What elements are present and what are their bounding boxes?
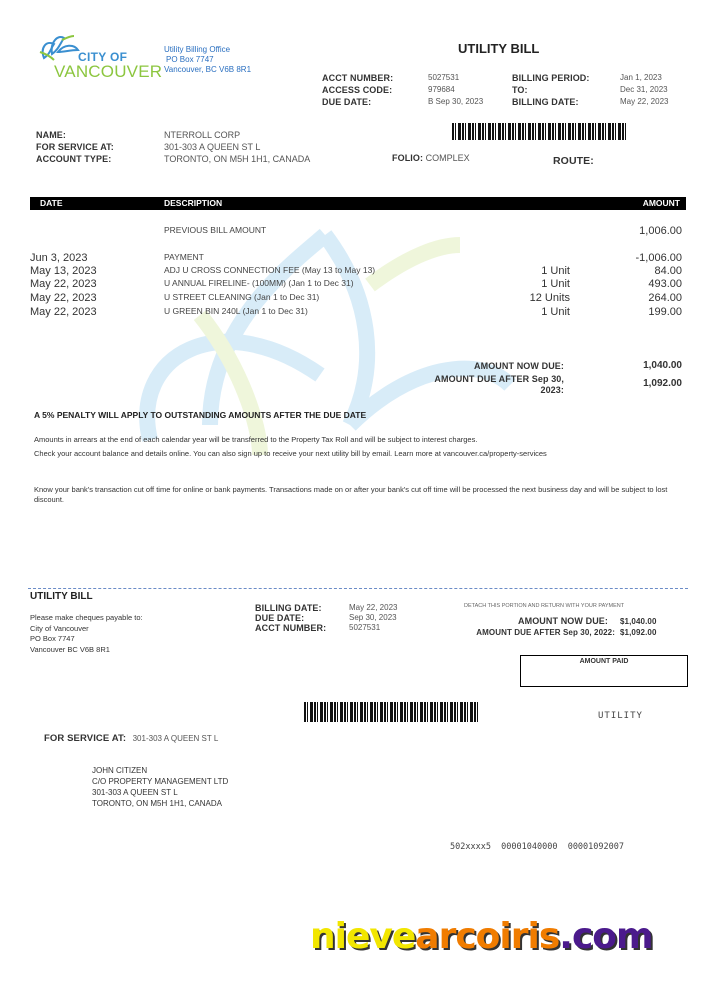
detach-instruction: DETACH THIS PORTION AND RETURN WITH YOUR PAYMENT <box>464 603 625 609</box>
amount-after-label <box>400 374 564 396</box>
row-description: ADJ U CROSS CONNECTION FEE (May 13 to May 13) <box>164 265 376 275</box>
due-date-label: DUE DATE: <box>322 97 372 107</box>
billing-period-value: Jan 1, 2023 <box>620 73 662 82</box>
mail-line: JOHN CITIZEN <box>92 766 148 775</box>
amount-after-label-line2: 2023: <box>540 385 564 395</box>
brand-part-1: nieve <box>310 916 416 957</box>
stub-info-labels <box>255 603 326 633</box>
customer-labels <box>36 129 114 165</box>
service-label: FOR SERVICE AT: <box>36 142 114 152</box>
account-info <box>322 72 393 108</box>
bank-cutoff-notice: Know your bank's transaction cut off time for online or bank payments. Transactions made on or after your bank's cut off time will be processed the next business day and will be subject to lost discount. <box>34 485 668 504</box>
folio-label: FOLIO: <box>392 153 424 163</box>
row-units: 1 Unit <box>541 265 570 277</box>
billing-date-label: BILLING DATE: <box>512 97 579 107</box>
name-label: NAME: <box>36 130 66 140</box>
city-logo <box>36 30 166 85</box>
table-row <box>30 292 682 304</box>
row-units: 1 Unit <box>541 306 570 318</box>
table-header <box>30 197 686 210</box>
acct-number-label: ACCT NUMBER: <box>322 73 394 83</box>
table-row <box>30 252 682 264</box>
payable-line: Please make cheques payable to: <box>30 613 143 622</box>
row-amount: 1,006.00 <box>639 225 682 237</box>
row-amount: 493.00 <box>648 278 682 290</box>
amount-after-label-line1: AMOUNT DUE AFTER Sep 30, <box>434 374 564 384</box>
ocr-scan-line: 502xxxx5 00001040000 00001092007 <box>450 842 624 852</box>
stub-service-at <box>44 733 218 744</box>
mail-line: 301-303 A QUEEN ST L <box>92 788 178 797</box>
row-description: U ANNUAL FIRELINE- (100MM) (Jan 1 to Dec 31) <box>164 278 354 288</box>
mailing-address <box>92 765 228 809</box>
brand-part-3: .com <box>559 916 653 957</box>
stub-due-date-label: DUE DATE: <box>255 613 305 623</box>
barcode-top <box>452 123 628 140</box>
row-date: May 22, 2023 <box>30 292 97 304</box>
brand-part-2: arcoiris <box>415 916 560 957</box>
stub-billing-date-value: May 22, 2023 <box>349 603 398 612</box>
amount-after-value: 1,092.00 <box>643 378 682 389</box>
payable-line: City of Vancouver <box>30 623 89 633</box>
folio <box>392 153 470 163</box>
access-code-value: 979684 <box>428 85 455 94</box>
stub-service-value: 301-303 A QUEEN ST L <box>132 734 219 743</box>
table-row <box>30 225 682 237</box>
acct-number-value: 5027531 <box>428 73 460 82</box>
stub-now-due-label: AMOUNT NOW DUE: <box>518 616 608 626</box>
row-amount: 264.00 <box>648 292 682 304</box>
mail-line: C/O PROPERTY MANAGEMENT LTD <box>92 777 229 786</box>
logo-vancouver: VANCOUVER <box>54 62 163 81</box>
row-description: U STREET CLEANING (Jan 1 to Dec 31) <box>164 292 320 302</box>
row-amount: 84.00 <box>654 265 682 277</box>
office-city: Vancouver, BC V6B 8R1 <box>164 65 252 74</box>
amount-paid-label: AMOUNT PAID <box>579 658 629 665</box>
row-units: 12 Units <box>529 292 570 304</box>
route-label: ROUTE: <box>553 155 594 167</box>
access-code-label: ACCESS CODE: <box>322 85 393 95</box>
logo-city-of: CITY OF <box>78 50 128 64</box>
amount-now-due-value: 1,040.00 <box>643 360 682 371</box>
table-row <box>30 278 682 290</box>
customer-values <box>164 129 310 165</box>
customer-name: NTERROLL CORP <box>164 130 241 140</box>
stub-acct-number-label: ACCT NUMBER: <box>255 623 327 633</box>
payable-line: PO Box 7747 <box>30 634 75 643</box>
folio-value: COMPLEX <box>425 153 470 163</box>
to-label: TO: <box>512 85 528 95</box>
table-row <box>30 306 682 318</box>
billing-date-value: May 22, 2023 <box>620 97 669 106</box>
office-po-box: PO Box 7747 <box>166 55 214 64</box>
payable-to <box>30 613 143 655</box>
header-description: DESCRIPTION <box>164 198 223 208</box>
row-date: Jun 3, 2023 <box>30 252 88 264</box>
amount-paid-field[interactable] <box>520 655 688 687</box>
payable-line: Vancouver BC V6B 8R1 <box>30 644 110 654</box>
penalty-notice: A 5% PENALTY WILL APPLY TO OUTSTANDING AMOUNTS AFTER THE DUE DATE <box>34 410 367 420</box>
account-type-value: TORONTO, ON M5H 1H1, CANADA <box>164 154 311 164</box>
stub-acct-number-value: 5027531 <box>349 623 381 632</box>
billing-info <box>512 72 590 108</box>
to-value: Dec 31, 2023 <box>620 85 668 94</box>
utility-code: UTILITY <box>598 711 643 721</box>
stub-after-value: $1,092.00 <box>620 628 657 637</box>
row-description: PREVIOUS BILL AMOUNT <box>164 225 267 235</box>
row-date: May 22, 2023 <box>30 306 97 318</box>
billing-office-address <box>164 45 251 75</box>
stub-billing-date-label: BILLING DATE: <box>255 603 322 613</box>
amount-now-due-label: AMOUNT NOW DUE: <box>474 361 564 371</box>
billing-values <box>620 72 668 108</box>
brand-watermark <box>310 916 653 957</box>
due-date-value: B Sep 30, 2023 <box>428 97 484 106</box>
row-units: 1 Unit <box>541 278 570 290</box>
stub-now-due-value: $1,040.00 <box>620 617 657 626</box>
stub-info-values <box>349 603 397 633</box>
stub-after-label: AMOUNT DUE AFTER Sep 30, 2022: <box>476 628 615 637</box>
stub-due-date-value: Sep 30, 2023 <box>349 613 397 622</box>
bill-title: UTILITY BILL <box>458 41 540 56</box>
mail-line: TORONTO, ON M5H 1H1, CANADA <box>92 799 222 808</box>
account-type-label: ACCOUNT TYPE: <box>36 154 112 164</box>
row-date: May 13, 2023 <box>30 265 97 277</box>
barcode-stub <box>304 702 479 722</box>
row-amount: 199.00 <box>648 306 682 318</box>
row-description: U GREEN BIN 240L (Jan 1 to Dec 31) <box>164 306 308 316</box>
billing-period-label: BILLING PERIOD: <box>512 73 590 83</box>
header-amount: AMOUNT <box>642 198 680 208</box>
row-description: PAYMENT <box>164 252 204 262</box>
row-amount: -1,006.00 <box>635 252 682 264</box>
service-address: 301-303 A QUEEN ST L <box>164 142 261 152</box>
stub-title: UTILITY BILL <box>30 591 93 602</box>
table-row <box>30 265 682 277</box>
row-date: May 22, 2023 <box>30 278 97 290</box>
account-values <box>428 72 483 108</box>
online-notice: Check your account balance and details online. You can also sign up to receive your next utility bill by email. Learn more at vancouver.ca/property-services <box>34 449 547 458</box>
detach-line <box>28 588 688 589</box>
office-name: Utility Billing Office <box>164 45 231 54</box>
header-date: DATE <box>40 198 63 208</box>
stub-service-label: FOR SERVICE AT: <box>44 733 127 744</box>
arrears-notice: Amounts in arrears at the end of each calendar year will be transferred to the Property Tax Roll and will be subject to interest charges. <box>34 435 478 444</box>
